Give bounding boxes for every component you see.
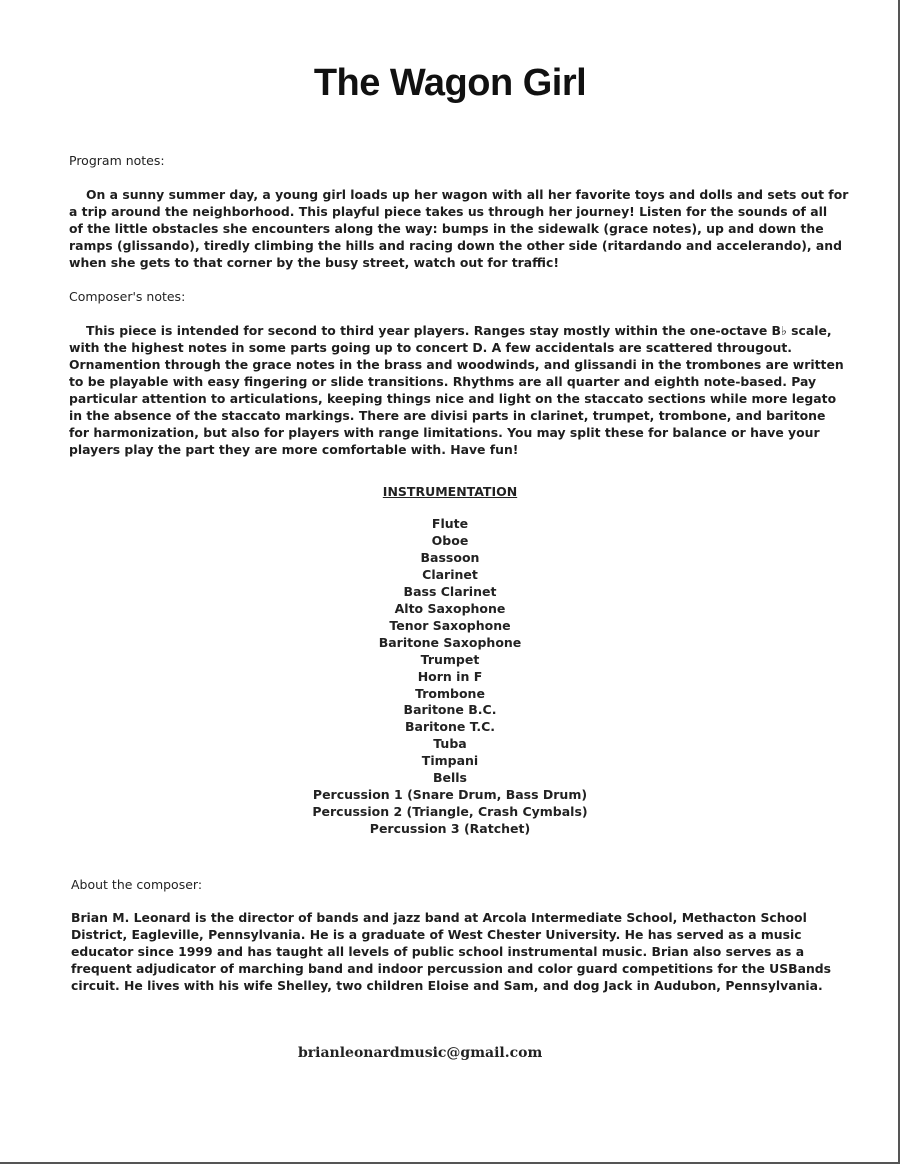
instrument-item: Percussion 3 (Ratchet) xyxy=(369,821,531,837)
instrument-item: Clarinet xyxy=(422,566,478,582)
instrument-item: Bells xyxy=(432,770,467,786)
instrumentation-list xyxy=(0,516,900,838)
program-notes-paragraph xyxy=(69,186,849,271)
instrument-item: Horn in F xyxy=(417,668,483,684)
instrument-item: Bassoon xyxy=(420,549,480,565)
instrument-item: Alto Saxophone xyxy=(394,600,506,616)
about-composer-line: educator since 1999 and has taught all levels of public school instrumental music. Brian also serves as a xyxy=(71,944,805,959)
instrument-item: Tuba xyxy=(433,736,467,752)
instrument-item: Timpani xyxy=(421,753,479,769)
composers-notes-line: for harmonization, but also for players with range limitations. You may split these for balance or have your xyxy=(69,425,820,440)
about-composer-line: Brian M. Leonard is the director of bands and jazz band at Arcola Intermediate School, Methacton School xyxy=(71,910,807,925)
instrument-item: Oboe xyxy=(431,532,469,548)
instrument-item: Tenor Saxophone xyxy=(389,617,511,633)
composers-notes-line: Ornamention through the grace notes in the brass and woodwinds, and glissandi in the trombones are written xyxy=(69,357,844,372)
contact-email: brianleonardmusic@gmail.com xyxy=(298,1045,543,1061)
instrument-item: Baritone B.C. xyxy=(403,702,497,718)
program-notes-heading: Program notes: xyxy=(69,153,165,168)
composers-notes-line: players play the part they are more comfortable with. Have fun! xyxy=(69,442,519,457)
composers-notes-line: in the absence of the staccato markings. There are divisi parts in clarinet, trumpet, trombone, and baritone xyxy=(69,408,826,423)
instrument-item: Percussion 2 (Triangle, Crash Cymbals) xyxy=(312,804,588,820)
instrument-item: Baritone Saxophone xyxy=(378,634,522,650)
instrument-item: Baritone T.C. xyxy=(404,719,495,735)
program-notes-line: a trip around the neighborhood. This playful piece takes us through her journey! Listen for the sounds of all xyxy=(69,204,828,219)
composers-notes-line: This piece is intended for second to third year players. Ranges stay mostly within the one-octave B♭ scale, xyxy=(86,323,832,338)
composers-notes-line: particular attention to articulations, keeping things nice and light on the staccato sections while more legato xyxy=(69,391,837,406)
instrument-item: Percussion 1 (Snare Drum, Bass Drum) xyxy=(312,787,588,803)
instrumentation-heading: INSTRUMENTATION xyxy=(382,484,518,499)
about-composer-heading: About the composer: xyxy=(71,877,203,892)
program-notes-line: ramps (glissando), tiredly climbing the hills and racing down the other side (ritardando and accelerando), and xyxy=(69,238,842,253)
composers-notes-line: with the highest notes in some parts going up to concert D. A few accidentals are scattered througout. xyxy=(69,340,792,355)
composers-notes-heading: Composer's notes: xyxy=(69,289,186,304)
instrument-item: Bass Clarinet xyxy=(403,583,497,599)
about-composer-paragraph xyxy=(71,909,839,994)
instrument-item: Trumpet xyxy=(420,651,480,667)
composers-notes-line: to be playable with easy fingering or slide transitions. Rhythms are all quarter and eighth note-based. Pay xyxy=(69,374,817,389)
instrument-item: Trombone xyxy=(415,685,485,701)
program-notes-line: when she gets to that corner by the busy street, watch out for traffic! xyxy=(69,255,559,270)
about-composer-line: circuit. He lives with his wife Shelley, two children Eloise and Sam, and dog Jack in Audubon, Pennsylvania. xyxy=(71,978,823,993)
instrument-item: Flute xyxy=(431,516,469,531)
about-composer-line: frequent adjudicator of marching band and indoor percussion and color guard competitions for the USBands xyxy=(71,961,832,976)
about-composer-line: District, Eagleville, Pennsylvania. He is a graduate of West Chester University. He has served as a music xyxy=(71,927,802,942)
page-title: The Wagon Girl xyxy=(313,62,587,104)
program-notes-line: On a sunny summer day, a young girl loads up her wagon with all her favorite toys and dolls and sets out for xyxy=(86,187,849,202)
composers-notes-paragraph xyxy=(69,322,844,458)
program-notes-line: of the little obstacles she encounters along the way: bumps in the sidewalk (grace notes), up and down the xyxy=(69,221,824,236)
